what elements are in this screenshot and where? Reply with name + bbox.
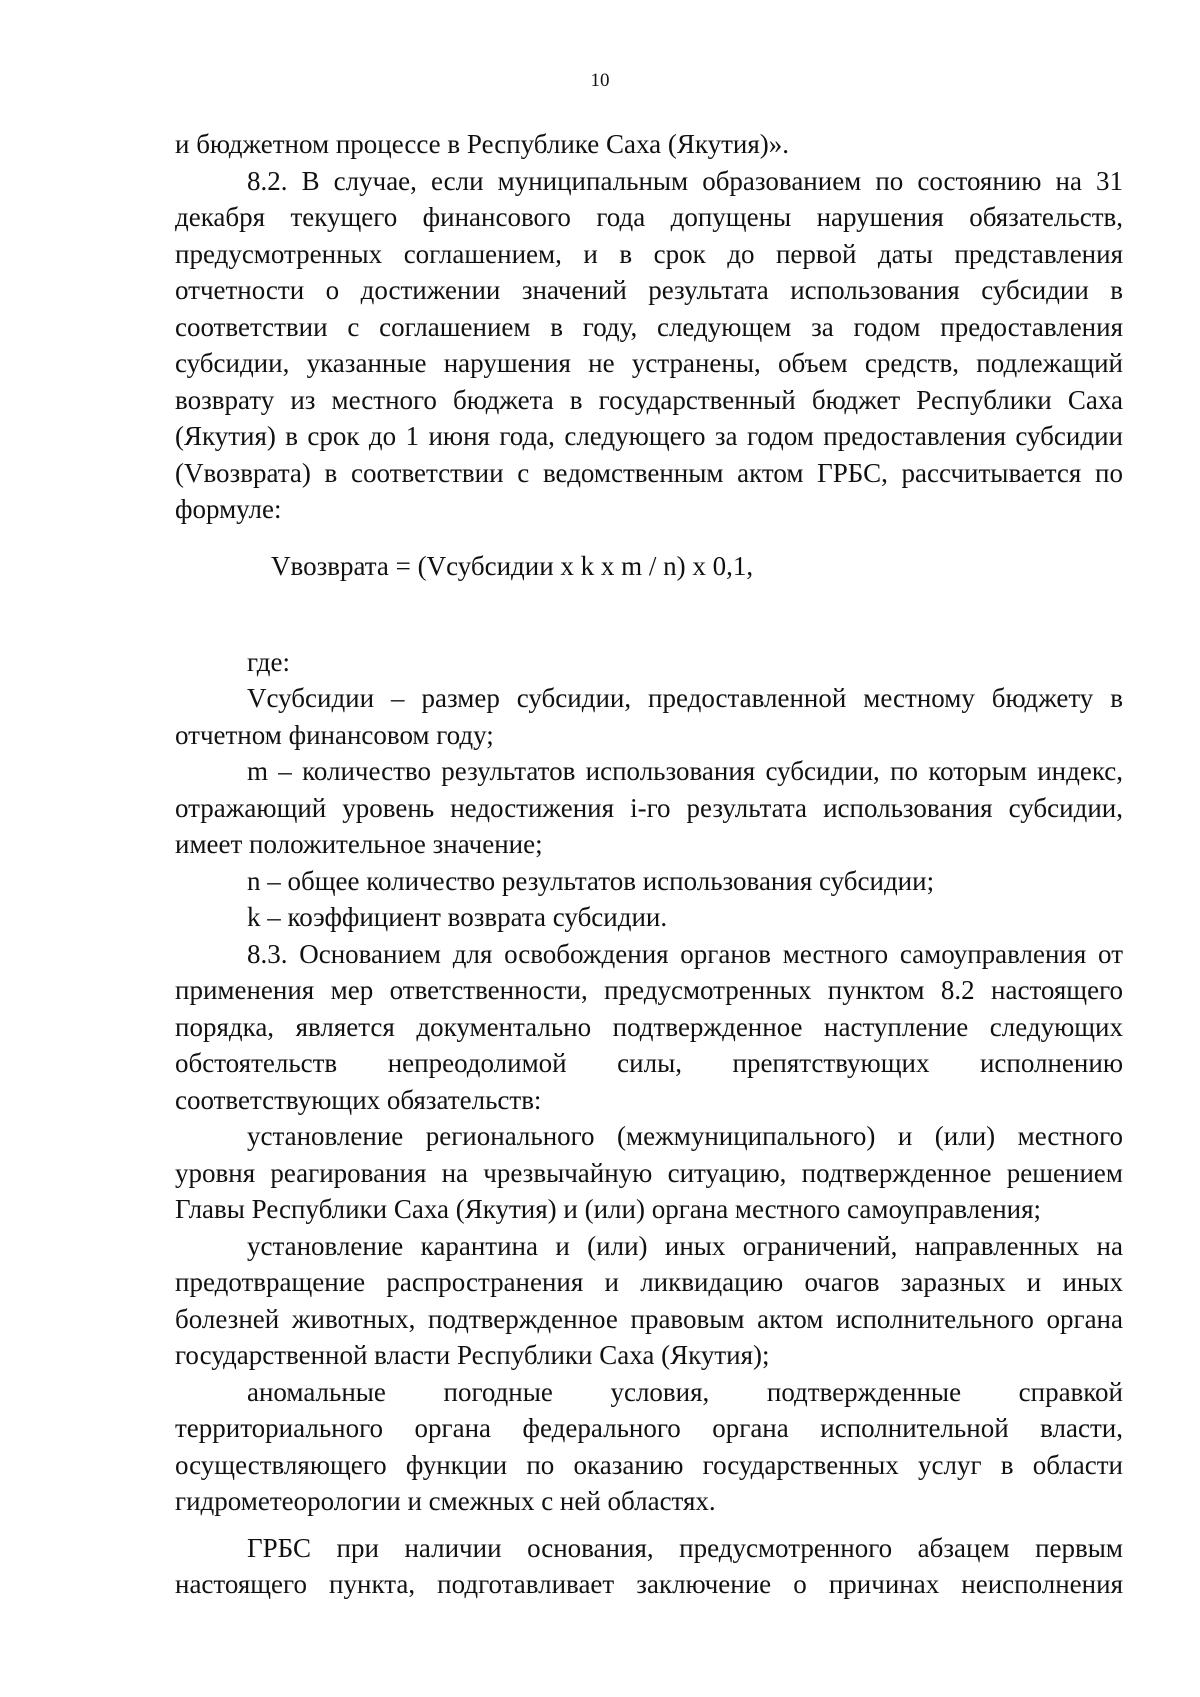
- where-label: где:: [247, 646, 290, 677]
- formula: Vвозврата = (Vсубсидии x k x m / n) x 0,1,: [271, 550, 754, 581]
- paragraph-grbs-conclusion: ГРБС при наличии основания, предусмотренного абзацем первым настоящего пункта, подготавливает заключение о причинах неисполнения: [175, 1532, 1123, 1599]
- definition-n: n – общее количество результатов использования субсидии;: [247, 865, 935, 896]
- paragraph-8-2: 8.2. В случае, если муниципальным образованием по состоянию на 31 декабря текущего финансового года допущены нарушения обязательств, предусмотренных соглашением, и в срок до первой даты представления отчетности о достижении значений результата использования субсидии в соответствии с соглашением в году, следующем за годом предоставления субсидии, указанные нарушения не устранены, объем средств, подлежащий возврату из местного бюджета в государственный бюджет Республики Саха (Якутия) в срок до 1 июня года, следующего за годом предоставления субсидии (Vвозврата) в соответствии с ведомственным актом ГРБС, рассчитывается по формуле:: [175, 165, 1123, 524]
- paragraph-continuation: и бюджетном процессе в Республике Саха (Якутия)».: [175, 129, 789, 159]
- definition-k: k – коэффициент возврата субсидии.: [247, 902, 668, 932]
- circumstance-emergency: установление регионального (межмуниципального) и (или) местного уровня реагирования на чрезвычайную ситуацию, подтвержденное решением Главы Республики Саха (Якутия) и (или) органа местного самоуправления;: [175, 1121, 1123, 1224]
- definition-m: m – количество результатов использования субсидии, по которым индекс, отражающий уровень недостижения i-го результата использования субсидии, имеет положительное значение;: [175, 756, 1123, 859]
- circumstance-weather: аномальные погодные условия, подтвержденные справкой территориального органа федерального органа исполнительной власти, осуществляющего функции по оказанию государственных услуг в области гидрометеорологии и смежных с ней областях.: [175, 1376, 1123, 1516]
- page-number: 10: [590, 70, 610, 91]
- paragraph-8-3: 8.3. Основанием для освобождения органов местного самоуправления от применения мер ответственности, предусмотренных пунктом 8.2 настоящего порядка, является документально подтвержденное наступление следующих обстоятельств непреодолимой силы, препятствующих исполнению соответствующих обязательств:: [175, 938, 1123, 1115]
- definition-v-subsidy: Vсубсидии – размер субсидии, предоставленной местному бюджету в отчетном финансовом году;: [175, 683, 1123, 750]
- document-body: [175, 126, 1123, 1603]
- circumstance-quarantine: установление карантина и (или) иных ограничений, направленных на предотвращение распространения и ликвидацию очагов заразных и иных болезней животных, подтвержденное правовым актом исполнительного органа государственной власти Республики Саха (Якутия);: [175, 1230, 1123, 1370]
